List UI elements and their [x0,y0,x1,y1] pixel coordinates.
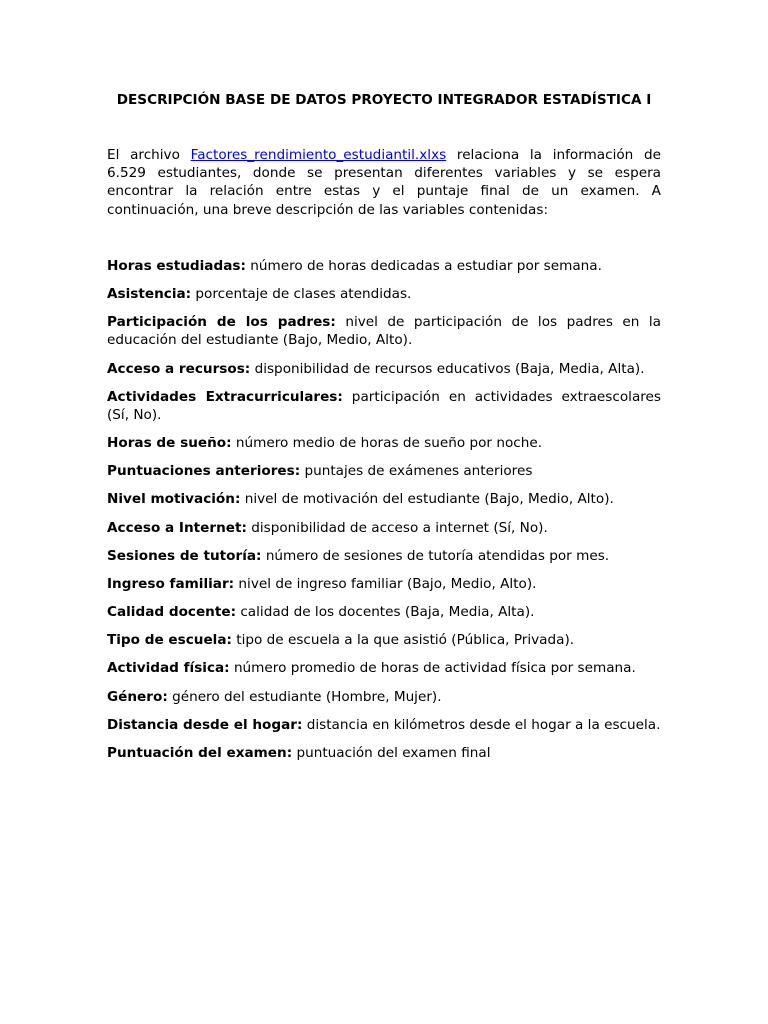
variable-item [107,360,661,378]
variable-description: distancia en kilómetros desde el hogar a la escuela. [302,716,661,733]
variable-term: Género: [107,688,168,705]
variable-term: Puntuaciones anteriores: [107,463,301,480]
variable-item [107,575,661,593]
variable-item [107,285,661,303]
variable-term: Distancia desde el hogar: [107,716,303,733]
variable-description: nivel de ingreso familiar (Bajo, Medio, Alto). [234,575,537,592]
variable-list [107,257,661,772]
variable-term: Asistencia: [107,286,192,303]
variable-description: puntajes de exámenes anteriores [300,463,533,480]
variable-item [107,631,661,649]
variable-description: número medio de horas de sueño por noche. [231,434,543,451]
variable-description: tipo de escuela a la que asistió (Pública, Privada). [231,632,575,649]
variable-item [107,547,661,565]
variable-term: Nivel motivación: [107,491,241,508]
document-title: DESCRIPCIÓN BASE DE DATOS PROYECTO INTEGRADOR ESTADÍSTICA I [116,92,652,108]
variable-term: Horas de sueño: [107,434,232,451]
variable-term: Ingreso familiar: [107,575,235,592]
variable-description: género del estudiante (Hombre, Mujer). [167,688,442,705]
intro-text-after-link: relaciona la información de 6.529 estudiantes, donde se presentan diferentes variables y se espera encontrar la relación entre estas y el puntaje final de un examen. A continuación, una breve descripción de las variables contenidas: [107,147,661,218]
variable-term: Tipo de escuela: [107,632,232,649]
variable-item [107,659,661,677]
variable-description: disponibilidad de acceso a internet (Sí, No). [246,519,548,536]
variable-description: número de sesiones de tutoría atendidas por mes. [261,547,610,564]
variable-item [107,603,661,621]
variable-description: nivel de motivación del estudiante (Bajo, Medio, Alto). [240,491,614,508]
variable-item [107,388,661,424]
variable-description: número de horas dedicadas a estudiar por semana. [245,258,602,274]
variable-term: Sesiones de tutoría: [107,547,262,564]
variable-item [107,688,661,706]
variable-term: Acceso a recursos: [107,360,251,377]
variable-term: Puntuación del examen: [107,745,293,761]
variable-term: Horas estudiadas: [107,258,246,274]
variable-item [107,313,661,349]
data-file-link[interactable]: Factores_rendimiento_estudiantil.xlxs [190,147,447,163]
intro-paragraph [107,146,661,219]
variable-term: Participación de los padres: [107,314,336,331]
variable-description: puntuación del examen final [292,745,491,761]
variable-item [107,716,661,734]
variable-description: calidad de los docentes (Baja, Media, Alta). [236,604,535,621]
variable-term: Calidad docente: [107,604,237,621]
variable-description: nivel de participación de los padres en la educación del estudiante (Bajo, Medio, Alto). [107,314,662,349]
variable-item [107,490,661,508]
variable-description: disponibilidad de recursos educativos (Baja, Media, Alta). [250,360,645,377]
variable-term: Actividad física: [107,660,230,677]
variable-item [107,257,661,275]
variable-item [107,462,661,480]
variable-item [107,434,661,452]
variable-item [107,744,661,762]
intro-text-before-link: El archivo [107,147,191,163]
variable-term: Acceso a Internet: [107,519,247,536]
variable-term: Actividades Extracurriculares: [107,388,343,405]
variable-description: número promedio de horas de actividad física por semana. [229,660,636,677]
variable-item [107,519,661,537]
variable-description: participación en actividades extraescolares (Sí, No). [107,388,662,423]
variable-description: porcentaje de clases atendidas. [191,286,412,303]
